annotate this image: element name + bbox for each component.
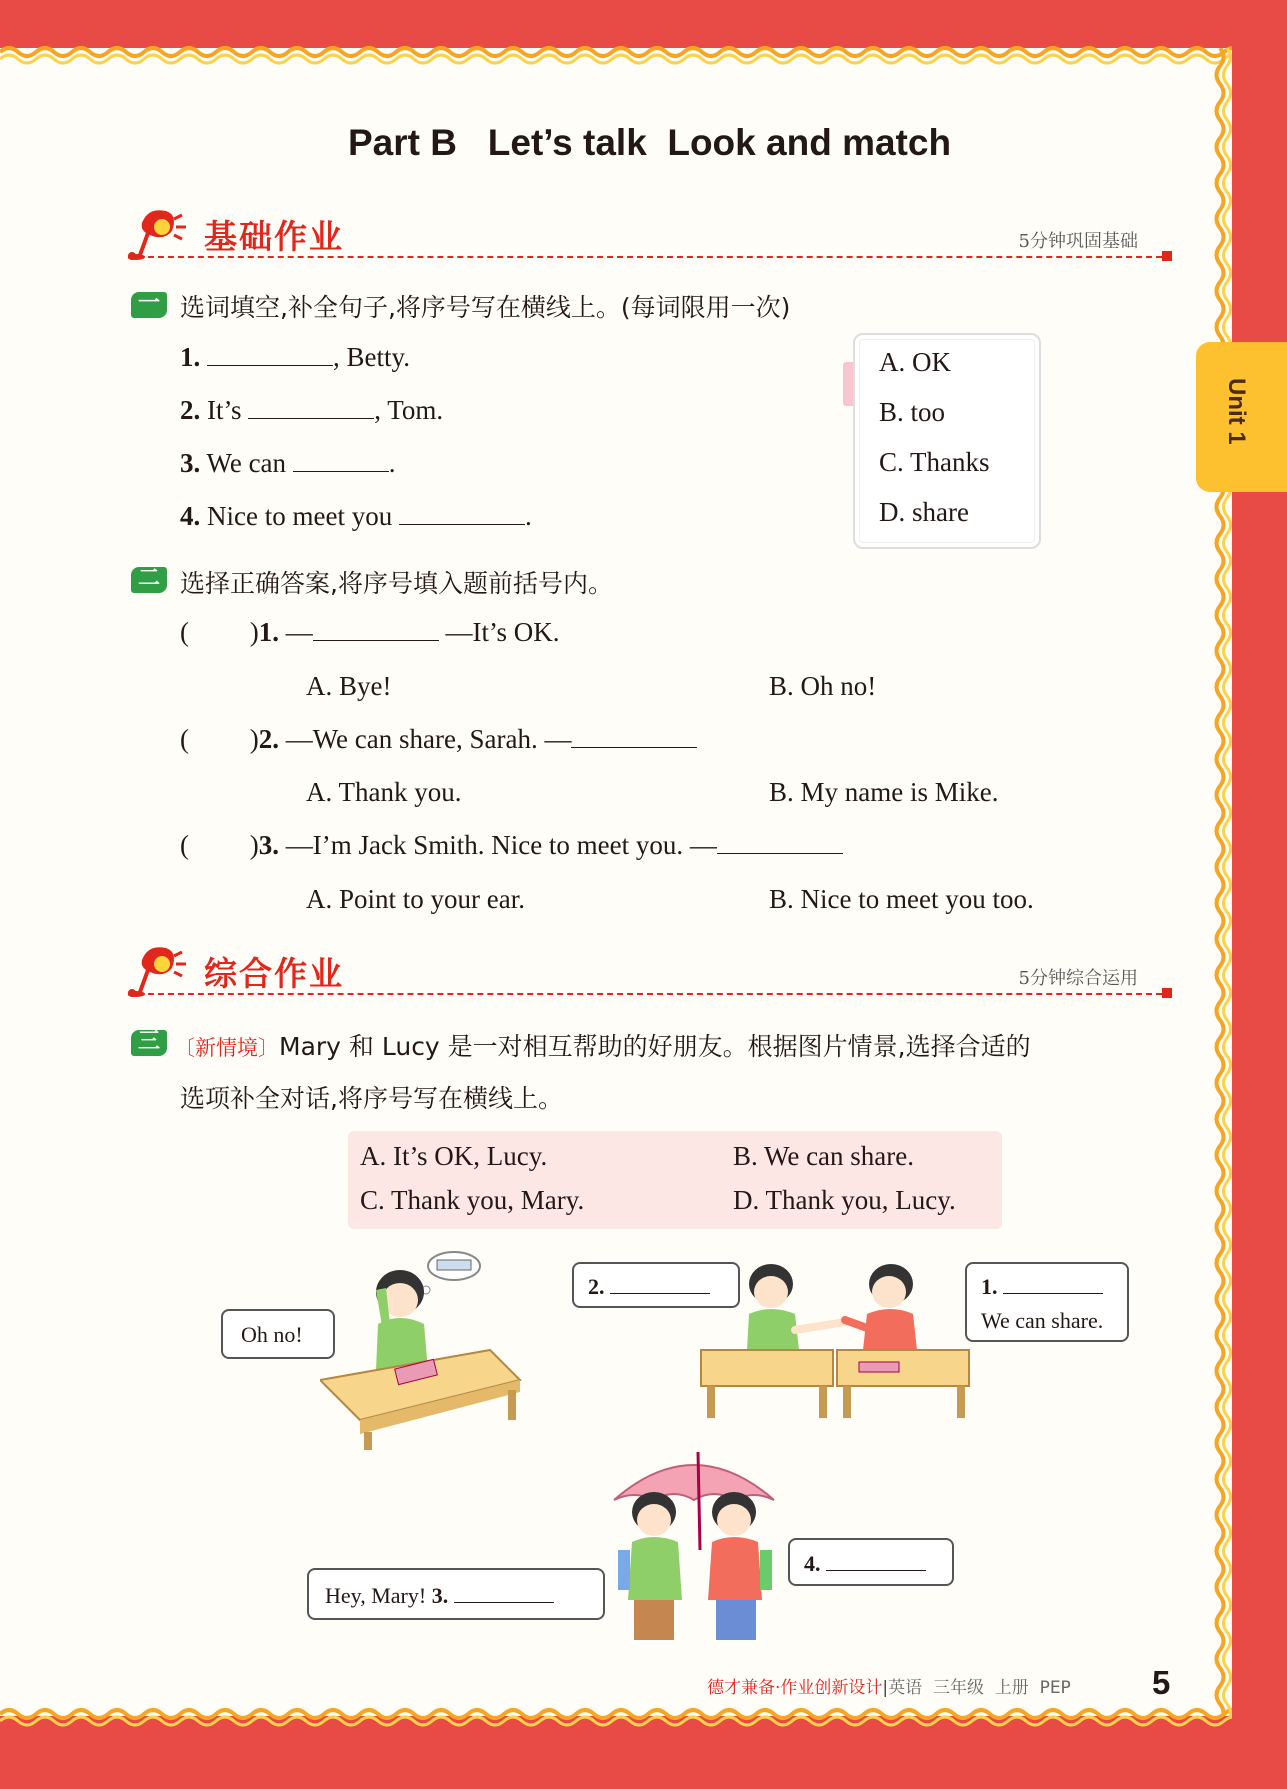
answer-blank[interactable] xyxy=(248,397,374,419)
speech-bubble-4[interactable]: 4. xyxy=(788,1538,954,1586)
lamp-icon xyxy=(128,942,190,998)
page-number: 5 xyxy=(1152,1664,1171,1701)
q2-item-2-option-a: A. Thank you. xyxy=(306,777,462,807)
section-comprehensive-header xyxy=(128,942,1172,1002)
footer-info: 英语 三年级 上册 PEP xyxy=(888,1678,1071,1698)
q1-item-4: 4. Nice to meet you . xyxy=(180,501,532,531)
choice-c: C. Thank you, Mary. xyxy=(360,1185,585,1215)
q2-item-2: ( )2. —We can share, Sarah. — xyxy=(180,724,697,755)
choice-b: B. We can share. xyxy=(733,1141,915,1171)
word-options-box xyxy=(853,333,1041,549)
answer-blank[interactable] xyxy=(454,1585,554,1603)
speech-bubble-2[interactable]: 2. xyxy=(572,1262,740,1308)
footer-series: 德才兼备·作业创新设计|英语 三年级 上册 PEP xyxy=(707,1678,1071,1698)
answer-blank[interactable] xyxy=(207,344,333,366)
wavy-border-bottom xyxy=(0,1704,1232,1730)
answer-blank[interactable] xyxy=(1003,1276,1103,1294)
section-basic-subtitle: 5分钟巩固基础 xyxy=(1018,231,1138,252)
section-divider xyxy=(128,993,1172,995)
option-b: B. too xyxy=(879,397,946,427)
dialogue-choice-box xyxy=(348,1131,1002,1229)
choice-a: A. It’s OK, Lucy. xyxy=(360,1141,548,1171)
q2-item-2-option-b: B. My name is Mike. xyxy=(769,777,999,807)
question-1-badge: 一 xyxy=(131,292,167,318)
question-1-instruction: 选词填空,补全句子,将序号写在横线上。(每词限用一次) xyxy=(180,293,791,322)
question-3-instruction-line-2: 选项补全对话,将序号写在横线上。 xyxy=(180,1084,563,1113)
section-basic-title: 基础作业 xyxy=(204,218,344,255)
answer-blank[interactable] xyxy=(399,503,525,525)
question-3-instruction-line-1: 〔新情境〕Mary 和 Lucy 是一对相互帮助的好朋友。根据图片情景,选择合适的 xyxy=(174,1032,1031,1061)
answer-parens[interactable]: ( ) xyxy=(180,830,259,860)
q2-item-1-option-a: A. Bye! xyxy=(306,671,392,701)
answer-blank[interactable] xyxy=(717,832,843,854)
option-a: A. OK xyxy=(879,347,951,377)
answer-parens[interactable]: ( ) xyxy=(180,617,259,647)
q1-item-1: 1. , Betty. xyxy=(180,342,410,372)
page-title: Part B Let’s talk Look and match xyxy=(347,122,952,163)
section-comprehensive-subtitle: 5分钟综合运用 xyxy=(1018,968,1138,989)
unit-tab-label: Unit 1 xyxy=(1223,378,1250,445)
answer-blank[interactable] xyxy=(313,619,439,641)
speech-bubble-oh-no: Oh no! xyxy=(221,1309,335,1359)
scene-3-illustration xyxy=(604,1440,784,1650)
answer-blank[interactable] xyxy=(293,450,389,472)
question-2-badge: 二 xyxy=(131,567,167,593)
choice-d: D. Thank you, Lucy. xyxy=(733,1185,956,1215)
answer-blank[interactable] xyxy=(610,1276,710,1294)
wavy-border-right xyxy=(1212,48,1236,1716)
footer-brand: 德才兼备·作业创新设计 xyxy=(707,1678,883,1698)
section-line-end xyxy=(1162,251,1172,261)
new-context-tag: 〔新情境〕 xyxy=(174,1036,279,1060)
speech-bubble-1[interactable]: 1. We can share. xyxy=(965,1262,1129,1342)
section-divider xyxy=(128,256,1172,258)
q1-item-2: 2. It’s , Tom. xyxy=(180,395,444,425)
option-c: C. Thanks xyxy=(879,447,990,477)
question-2-instruction: 选择正确答案,将序号填入题前括号内。 xyxy=(180,569,613,598)
q2-item-3-option-b: B. Nice to meet you too. xyxy=(769,884,1034,914)
option-d: D. share xyxy=(879,497,969,527)
q2-item-1: ( )1. — —It’s OK. xyxy=(180,617,560,647)
answer-blank[interactable] xyxy=(826,1553,926,1571)
wavy-border-top xyxy=(0,42,1232,68)
section-comprehensive-title: 综合作业 xyxy=(204,955,344,992)
q2-item-3-option-a: A. Point to your ear. xyxy=(306,884,525,914)
answer-parens[interactable]: ( ) xyxy=(180,724,259,754)
speech-bubble-3[interactable]: Hey, Mary! 3. xyxy=(307,1568,605,1620)
q2-item-3: ( )3. —I’m Jack Smith. Nice to meet you. — xyxy=(180,830,843,861)
lamp-icon xyxy=(128,205,190,261)
section-line-end xyxy=(1162,988,1172,998)
q1-item-3: 3. We can . xyxy=(180,448,396,478)
question-3-badge: 三 xyxy=(131,1030,167,1056)
scene-1-illustration xyxy=(320,1250,530,1450)
answer-blank[interactable] xyxy=(571,726,697,748)
q2-item-1-option-b: B. Oh no! xyxy=(769,671,877,701)
section-basic-header xyxy=(128,205,1172,265)
